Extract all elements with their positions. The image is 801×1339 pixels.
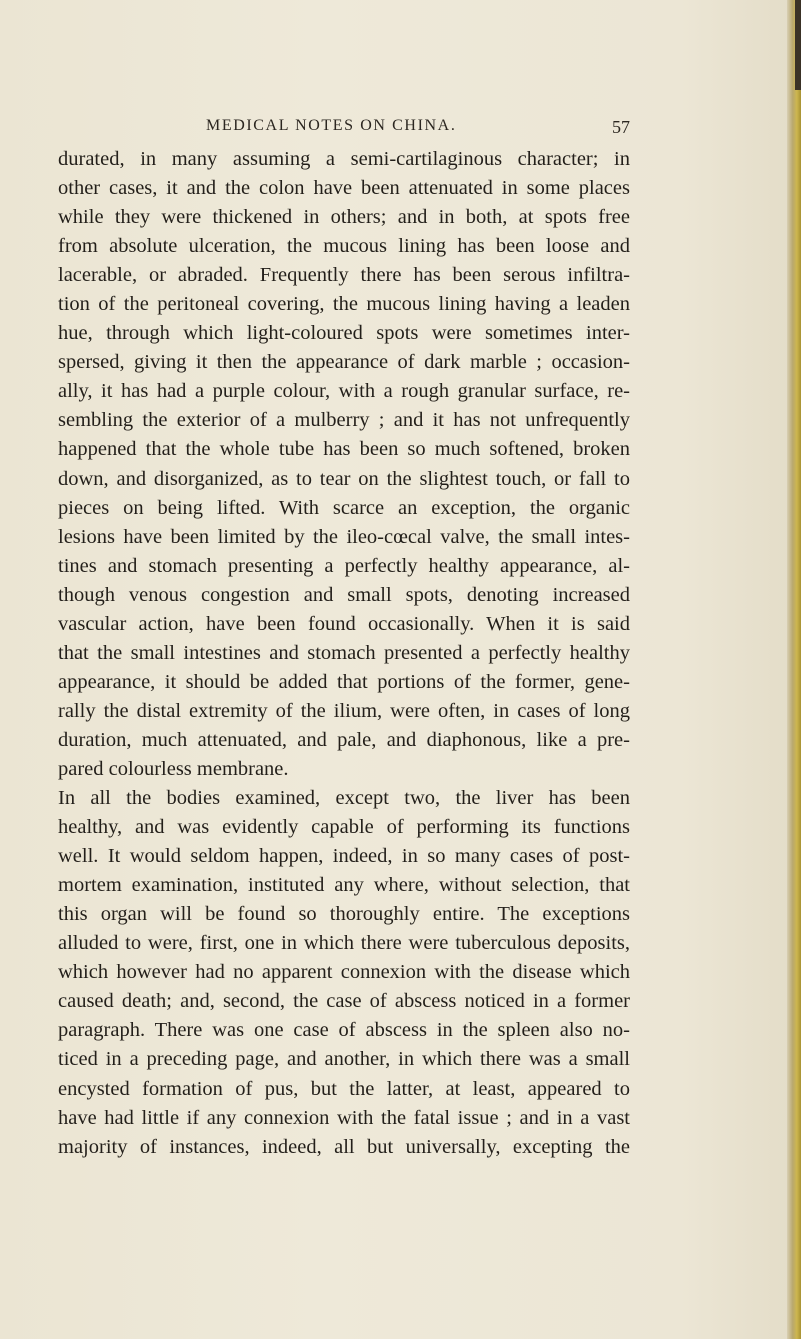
text-line: that the small intestines and stomach presented a perfectly healthy	[58, 641, 630, 664]
text-line: appearance, it should be added that portions of the former, gene-	[58, 670, 630, 693]
text-line: tines and stomach presenting a perfectly healthy appearance, al-	[58, 554, 630, 577]
text-line: alluded to were, first, one in which there were tuberculous deposits,	[58, 932, 630, 955]
text-line: hue, through which light-coloured spots were sometimes inter-	[58, 322, 630, 345]
text-line: vascular action, have been found occasionally. When it is said	[58, 612, 630, 635]
text-line: healthy, and was evidently capable of performing its functions	[58, 816, 630, 839]
text-line: ticed in a preceding page, and another, in which there was a small	[58, 1048, 630, 1071]
text-line: lacerable, or abraded. Frequently there has been serous infiltra-	[58, 264, 630, 287]
text-line: durated, in many assuming a semi-cartilaginous character; in	[58, 148, 630, 170]
text-line: other cases, it and the colon have been attenuated in some places	[58, 177, 630, 200]
text-line: lesions have been limited by the ileo-cœcal valve, the small intes-	[58, 525, 630, 548]
paragraph-start-line: In all the bodies examined, except two, the liver has been	[58, 787, 630, 810]
body-text	[58, 145, 630, 1162]
text-line: spersed, giving it then the appearance of dark marble ; occasion-	[58, 351, 630, 374]
text-line: mortem examination, instituted any where, without selection, that	[58, 874, 630, 897]
text-line: though venous congestion and small spots, denoting increased	[58, 583, 630, 606]
text-line: sembling the exterior of a mulberry ; and it has not unfrequently	[58, 409, 630, 432]
text-line: well. It would seldom happen, indeed, in so many cases of post-	[58, 845, 630, 868]
text-line: have had little if any connexion with the fatal issue ; and in a vast	[58, 1106, 630, 1129]
text-line: while they were thickened in others; and in both, at spots free	[58, 206, 630, 229]
text-line: majority of instances, indeed, all but universally, excepting the	[58, 1135, 630, 1158]
paragraph-end-line: pared colourless membrane.	[58, 757, 289, 780]
page-edge-shadow	[795, 0, 801, 90]
text-line: which however had no apparent connexion with the disease which	[58, 961, 630, 984]
running-head	[58, 117, 630, 141]
text-line: duration, much attenuated, and pale, and diaphonous, like a pre-	[58, 728, 630, 751]
text-line: happened that the whole tube has been so much softened, broken	[58, 438, 630, 461]
text-line: rally the distal extremity of the ilium, were often, in cases of long	[58, 699, 630, 722]
text-line: pieces on being lifted. With scarce an exception, the organic	[58, 496, 630, 519]
text-line: this organ will be found so thoroughly entire. The exceptions	[58, 903, 630, 926]
text-line: tion of the peritoneal covering, the mucous lining having a leaden	[58, 293, 630, 316]
page-number: 57	[612, 117, 630, 137]
text-line: caused death; and, second, the case of abscess noticed in a former	[58, 990, 630, 1013]
text-line: down, and disorganized, as to tear on the slightest touch, or fall to	[58, 467, 630, 490]
text-line: paragraph. There was one case of abscess in the spleen also no-	[58, 1019, 630, 1042]
text-line: encysted formation of pus, but the latter, at least, appeared to	[58, 1077, 630, 1100]
text-line: from absolute ulceration, the mucous lining has been loose and	[58, 235, 630, 258]
page-edge	[787, 0, 801, 1339]
running-title: MEDICAL NOTES ON CHINA.	[206, 117, 457, 134]
text-line: ally, it has had a purple colour, with a rough granular surface, re-	[58, 380, 630, 403]
